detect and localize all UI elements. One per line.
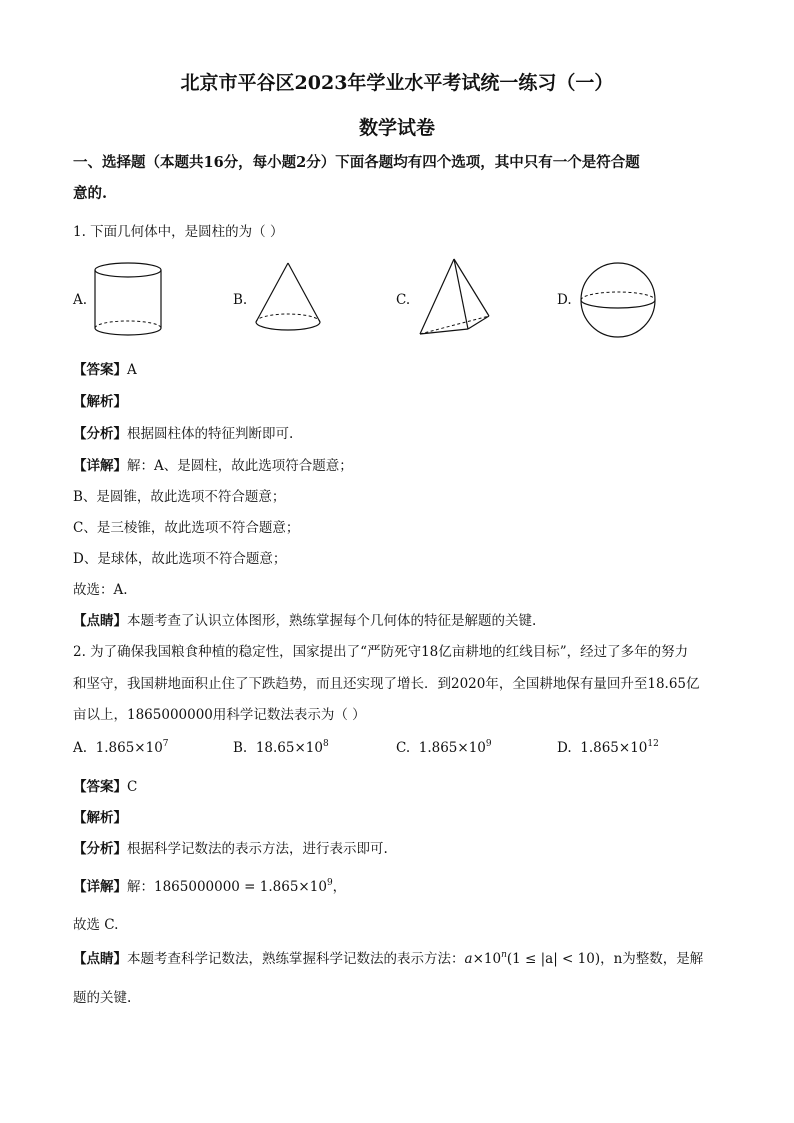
q2-answer <box>73 775 137 795</box>
q2-detail <box>73 875 346 895</box>
q2-choose: 故选 C. <box>73 917 119 933</box>
sphere-figure <box>578 260 662 344</box>
section-heading-line2: 意的. <box>73 185 108 202</box>
formula-condition: (1 ≤ |a| < 10) <box>506 951 601 967</box>
q1-choose: 故选：A. <box>73 582 128 598</box>
section-heading-line1: 一、选择题（本题共16分，每小题2分）下面各题均有四个选项，其中只有一个是符合题 <box>73 154 640 171</box>
q2-option-c <box>396 740 492 756</box>
q1-answer <box>73 358 137 378</box>
option-base: 18.65×10 <box>255 740 323 756</box>
detail-tag: 【详解】 <box>73 879 127 895</box>
option-label: B. <box>233 740 248 756</box>
q1-dianjing <box>73 609 536 629</box>
answer-tag: 【答案】 <box>73 362 127 378</box>
dianjing-text: 本题考查了认识立体图形，熟练掌握每个几何体的特征是解题的关键. <box>127 613 537 629</box>
cylinder-figure <box>90 258 170 340</box>
q2-stem-line1: 2. 为了确保我国粮食种植的稳定性，国家提出了“严防死守18亿亩耕地的红线目标”，经过了多年的努力 <box>73 644 689 660</box>
pyramid-figure <box>412 256 502 340</box>
fenxi-text: 根据科学记数法的表示方法，进行表示即可. <box>127 841 388 857</box>
answer-value: A <box>127 362 137 378</box>
formula-n: n <box>501 950 507 960</box>
fenxi-tag: 【分析】 <box>73 426 127 442</box>
option-exp: 9 <box>485 739 492 749</box>
formula-times: ×10 <box>472 951 502 967</box>
option-label: A. <box>73 740 88 756</box>
option-base: 1.865×10 <box>580 740 648 756</box>
dianjing-tag: 【点睛】 <box>73 613 127 629</box>
option-exp: 8 <box>322 739 329 749</box>
q2-dianjing-end: 题的关键. <box>73 990 132 1006</box>
fenxi-tag: 【分析】 <box>73 841 127 857</box>
dianjing-text: 本题考查科学记数法，熟练掌握科学记数法的表示方法： <box>127 951 465 967</box>
detail-exp: 9 <box>326 878 333 888</box>
q1-detail-c: C、是三棱锥，故此选项不符合题意； <box>73 520 300 536</box>
q1-analysis-tag: 【解析】 <box>73 394 127 410</box>
page-subtitle: 数学试卷 <box>358 117 435 139</box>
answer-value: C <box>127 779 138 795</box>
q1-option-a-label: A. <box>73 292 88 308</box>
option-label: C. <box>396 740 411 756</box>
q1-option-b-label: B. <box>233 292 248 308</box>
q2-option-b <box>233 740 329 756</box>
fenxi-text: 根据圆柱体的特征判断即可. <box>127 426 294 442</box>
detail-tag: 【详解】 <box>73 458 127 474</box>
detail-text: 解：1865000000 = 1.865×10 <box>127 879 327 895</box>
page-title: 北京市平谷区2023年学业水平考试统一练习（一） <box>180 72 614 94</box>
q1-option-c-label: C. <box>396 292 411 308</box>
dianjing-mid: ，n为整数，是解 <box>600 951 704 967</box>
q2-dianjing <box>73 947 703 967</box>
option-exp: 7 <box>162 739 169 749</box>
option-label: D. <box>557 740 572 756</box>
dianjing-tag: 【点睛】 <box>73 951 127 967</box>
q1-stem: 1. 下面几何体中，是圆柱的为（ ） <box>73 224 284 240</box>
q1-detail-d: D、是球体，故此选项不符合题意； <box>73 551 287 567</box>
option-exp: 12 <box>647 739 659 749</box>
q1-option-d-label: D. <box>557 292 572 308</box>
q1-fenxi <box>73 422 293 442</box>
cone-figure <box>252 260 332 340</box>
q2-analysis-tag: 【解析】 <box>73 810 127 826</box>
answer-tag: 【答案】 <box>73 779 127 795</box>
option-base: 1.865×10 <box>95 740 163 756</box>
formula-a: a <box>464 951 473 967</box>
q2-stem-line3: 亩以上，1865000000用科学记数法表示为（ ） <box>73 707 366 723</box>
q1-detail-b: B、是圆锥，故此选项不符合题意； <box>73 489 286 505</box>
detail-text: 解：A、是圆柱，故此选项符合题意； <box>127 458 353 474</box>
q2-stem-line2: 和坚守，我国耕地面积止住了下跌趋势，而且还实现了增长．到2020年，全国耕地保有量回升至18.65亿 <box>73 676 700 692</box>
q2-option-d <box>557 740 659 756</box>
detail-post: ， <box>332 879 347 895</box>
q2-option-a <box>73 740 169 756</box>
q2-fenxi <box>73 837 388 857</box>
option-base: 1.865×10 <box>418 740 486 756</box>
q1-detail <box>73 454 353 474</box>
